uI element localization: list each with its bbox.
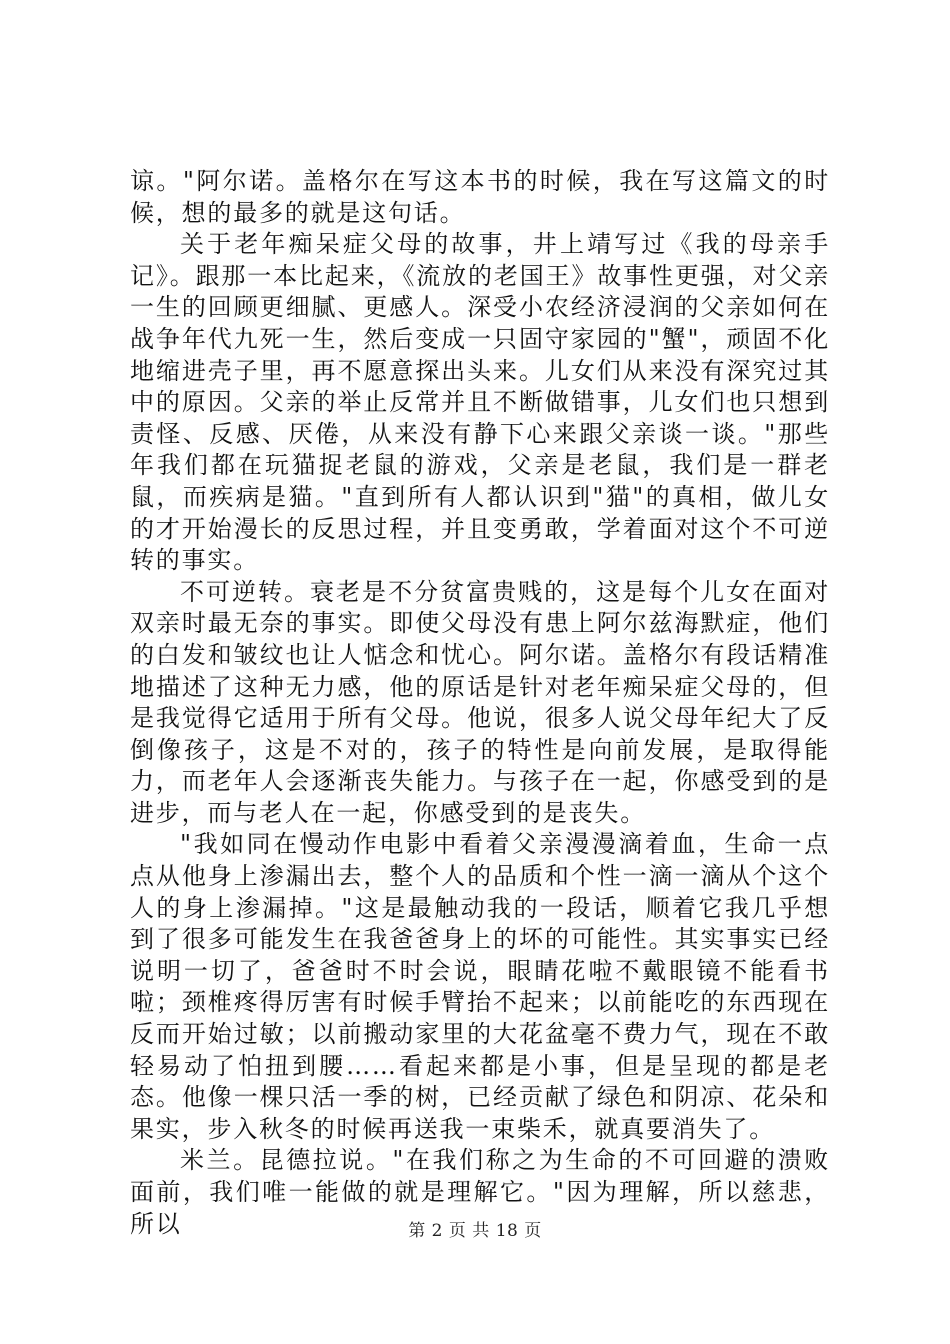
paragraph-4: "我如同在慢动作电影中看着父亲漫漫滴着血，生命一点点从他身上渗漏出去，整个人的品质和个性一滴一滴从个这个人的身上渗漏掉。"这是最触动我的一段话，顺着它我几乎想到了很多可能发生在我爸爸身上的坏的可能性。其实事实已经说明一切了，爸爸时不时会说，眼睛花啦不戴眼镜不能看书啦；颈椎疼得厉害有时候手臂抬不起来；以前能吃的东西现在反而开始过敏；以前搬动家里的大花盆毫不费力气，现在不敢轻易动了怕扭到腰……看起来都是小事，但是呈现的都是老态。他像一棵只活一季的树，已经贡献了绿色和阴凉、花朵和果实，步入秋冬的时候再送我一束柴禾，就真要消失了。 [130, 830, 830, 1143]
paragraph-1: 谅。"阿尔诺。盖格尔在写这本书的时候，我在写这篇文的时候，想的最多的就是这句话。 [130, 167, 830, 227]
paragraph-2: 关于老年痴呆症父母的故事，井上靖写过《我的母亲手记》。跟那一本比起来，《流放的老国王》故事性更强，对父亲一生的回顾更细腻、更感人。深受小农经济浸润的父亲如何在战争年代九死一生，然后变成一只固守家园的"蟹"，顽固不化地缩进壳子里，再不愿意探出头来。儿女们从来没有深究过其中的原因。父亲的举止反常并且不断做错事，儿女们也只想到责怪、反感、厌倦，从来没有静下心来跟父亲谈一谈。"那些年我们都在玩猫捉老鼠的游戏，父亲是老鼠，我们是一群老鼠，而疾病是猫。"直到所有人都认识到"猫"的真相，做儿女的才开始漫长的反思过程，并且变勇敢，学着面对这个不可逆转的事实。 [130, 230, 830, 575]
document-body [130, 166, 830, 1240]
paragraph-5: 米兰。昆德拉说。"在我们称之为生命的不可回避的溃败面前，我们唯一能做的就是理解它。"因为理解，所以慈悲，所以 [130, 1146, 830, 1238]
page-footer: 第 2 页 共 18 页 [408, 1221, 542, 1241]
paragraph-3: 不可逆转。衰老是不分贫富贵贱的，这是每个儿女在面对双亲时最无奈的事实。即使父母没有患上阿尔兹海默症，他们的白发和皱纹也让人惦念和忧心。阿尔诺。盖格尔有段话精准地描述了这种无力感，他的原话是针对老年痴呆症父母的，但是我觉得它适用于所有父母。他说，很多人说父母年纪大了反倒像孩子，这是不对的，孩子的特性是向前发展，是取得能力，而老年人会逐渐丧失能力。与孩子在一起，你感受到的是进步，而与老人在一起，你感受到的是丧失。 [130, 577, 830, 827]
